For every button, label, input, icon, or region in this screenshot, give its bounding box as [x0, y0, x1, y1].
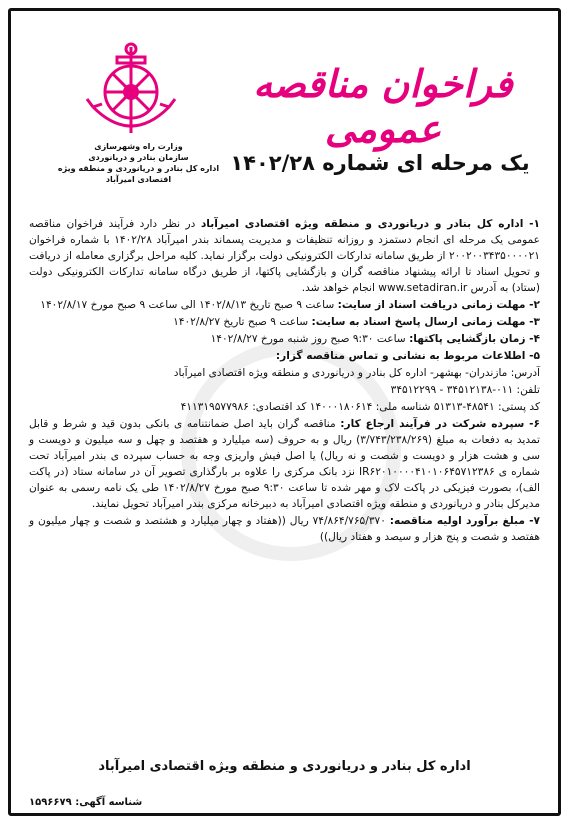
section-4: [29, 331, 540, 347]
section-1: [29, 216, 540, 296]
section-5-address: آدرس: مازندران- بهشهر- اداره کل بنادر و دریانوردی و منطقه ویژه اقتصادی امیرآباد: [173, 367, 540, 379]
section-3: [29, 314, 540, 330]
section-1-text: در نظر دارد فرآیند فراخوان مناقصه عمومی یک مرحله ای انجام دستمزد و روزانه تنظیفات و مدیریت پسماند بندر امیرآباد ۱۴۰۲/۲۸ با شماره فراخوان ۲۰۰۲۰۰۳۴۳۵۰۰۰۰۲۱ از طریق سامانه تدارکات الکترونیکی دولت برگزار نماید. کلیه مراحل برگزاری معامله از دریافت و تحویل اسناد تا ارائه پیشنهاد مناقصه گران و بازگشایی پاکتها، از طریق درگاه سامانه تدارکات الکترونیکی دولت (ستاد) به آدرس www.setadiran.ir انجام خواهد شد.: [29, 218, 540, 294]
anchor-emblem-icon: [71, 37, 191, 147]
org-line-office: اداره کل بنادر و دریانوردی و منطقه ویژه اقتصادی امیرآباد: [57, 164, 220, 184]
section-3-heading: ۳- مهلت زمانی ارسال پاسخ اسناد به سایت:: [311, 316, 540, 328]
section-7-heading: ۷- مبلغ برآورد اولیه مناقصه:: [389, 515, 540, 527]
section-2-heading: ۲- مهلت زمانی دریافت اسناد از سایت:: [337, 299, 540, 311]
section-5-phone: تلفن: ۰۱۱-۳۴۵۱۲۱۳۸ - ۳۴۵۱۲۲۹۹: [390, 384, 540, 396]
section-1-heading: ۱- اداره کل بنادر و دریانوردی و منطقه ویژه اقتصادی امیرآباد: [200, 218, 540, 230]
organization-block: [51, 141, 226, 185]
section-7-text: ۷۴/۸۶۴/۷۶۵/۳۷۰ ریال ((هفتاد و چهار میلیارد و هشتصد و شصت و چهار میلیون و هفتصد و شصت و پنج هزار و سیصد و هفتاد ریال)): [29, 515, 540, 543]
section-7: [29, 513, 540, 545]
section-5: [29, 348, 540, 364]
ad-identifier: شناسه آگهی: ۱۵۹۶۶۷۹: [29, 797, 143, 808]
notice-subtitle: یک مرحله ای شماره ۱۴۰۲/۲۸: [230, 151, 530, 175]
section-2-text: ساعت ۹ صبح تاریخ ۱۴۰۲/۸/۱۳ الی ساعت ۹ صبح مورخ ۱۴۰۲/۸/۱۷: [40, 299, 335, 311]
section-2: [29, 297, 540, 313]
section-4-heading: ۴- زمان بازگشایی پاکتها:: [409, 333, 540, 345]
section-6-heading: ۶- سپرده شرکت در فرآیند ارجاع کار:: [340, 418, 540, 430]
notice-frame: [8, 8, 561, 816]
notice-title: فراخوان مناقصه عمومی: [253, 61, 513, 151]
section-3-text: ساعت ۹ صبح تاریخ ۱۴۰۲/۸/۲۷: [173, 316, 309, 328]
section-5-codes: کد پستی: ۴۸۵۴۱-۵۱۳۱۳ شناسه ملی: ۱۴۰۰۰۱۸۰۶۱۴ کد اقتصادی: ۴۱۱۳۱۹۵۷۷۹۸۶: [180, 401, 540, 413]
section-6: [29, 416, 540, 512]
section-6-text: مناقصه گران باید اصل ضمانتنامه ی بانکی بدون قید و شرط و قابل تمدید به دفعات به مبلغ (۳/۷۴۳/۲۳۸/۲۶۹) ریال و به حروف (سه میلیارد و هفتصد و چهل و سه میلیون و دویست و سی و هشت هزار و دویست و شصت و نه ریال) یا اصل فیش واریزی وجه به حساب سپرده ی بندر امیرآباد تحت شماره ی IR۶۲۰۱۰۰۰۰۴۱۰۱۰۶۴۵۷۱۲۳۸۶ نزد بانک مرکزی را علاوه بر بارگذاری تصویر آن در سامانه ستاد (در پاکت الف)، بصورت فیزیکی در پاکت لاک و مهر شده تا ساعت ۹:۳۰ صبح مورخ ۱۴۰۲/۸/۲۷ طی یک نامه رسمی به عنوان مدیرکل بنادر و دریانوردی و منطقه ویژه اقتصادی امیرآباد به دبیرخانه مرکزی بندر امیرآباد تحویل نمایند.: [29, 418, 541, 510]
footer-organization: اداره کل بنادر و دریانوردی و منطقه ویژه اقتصادی امیرآباد: [98, 759, 471, 774]
org-line-organization: سازمان بنادر و دریانوردی: [88, 153, 189, 162]
org-line-ministry: وزارت راه وشهرسازی: [94, 142, 183, 151]
notice-header: [11, 11, 564, 211]
section-5-heading: ۵- اطلاعات مربوط به نشانی و تماس مناقصه گزار:: [275, 350, 540, 362]
notice-body: [29, 216, 540, 546]
section-4-text: ساعت ۹:۳۰ صبح روز شنبه مورخ ۱۴۰۲/۸/۲۷: [210, 333, 406, 345]
